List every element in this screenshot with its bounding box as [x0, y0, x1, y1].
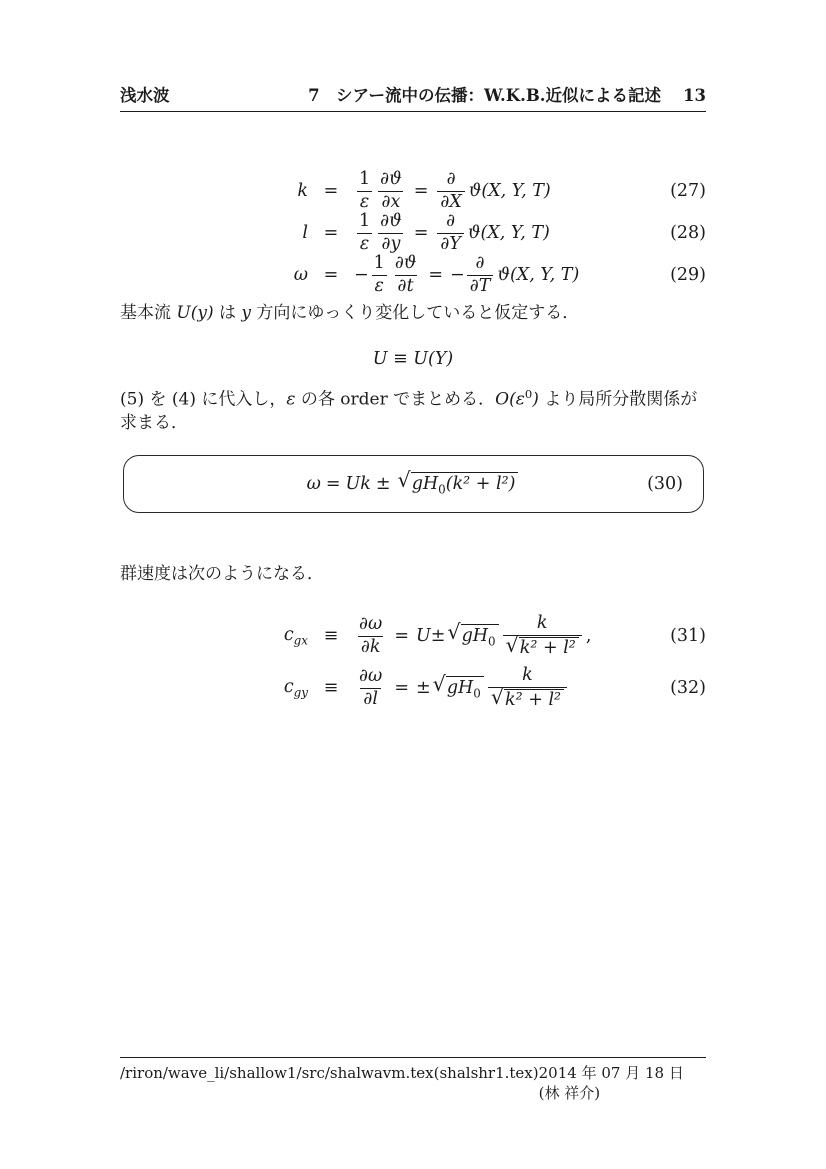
- fraction: k √ k² + l²: [503, 614, 582, 658]
- math-inline: U(y): [176, 303, 214, 323]
- fraction: k √ k² + l²: [488, 666, 567, 710]
- paragraph-group-velocity: 群速度は次のようになる．: [120, 564, 324, 584]
- eq29-lhs: ω: [293, 265, 308, 285]
- subscript: 0: [488, 634, 496, 649]
- eq31-lhs: $c_{gx}$: [283, 624, 308, 648]
- page-header: [120, 86, 706, 112]
- eq31-rhs: $\frac{\partial\omega}{\partial k}$ = U ± √ $gH_0$ k √ k² + l² ,: [354, 614, 591, 658]
- page-footer: [120, 1057, 706, 1103]
- header-right-group: [308, 86, 706, 106]
- superscript: 0: [524, 387, 533, 401]
- eq29-rhs: − $\frac{1}{\varepsilon}$ $\frac{\partial ϑ}{\partial t}$ = − $\frac{\partial}{\partial T}$ ϑ(X, Y, T): [354, 252, 580, 296]
- math-inline: O(ε: [495, 389, 525, 410]
- subscript: gy: [293, 685, 308, 700]
- section-title: 7 シアー流中の伝播：W.K.B.近似による記述: [308, 86, 662, 105]
- equation-32: [120, 662, 706, 714]
- equation-number: (28): [670, 223, 706, 243]
- eq32-rhs: $\frac{\partial\omega}{\partial l}$ = ± √ $gH_0$ k √ k² + l²: [354, 666, 571, 710]
- square-root: √ $gH_0$: [433, 676, 484, 701]
- fraction: $\frac{\partial ϑ}{\partial t}$: [394, 252, 417, 296]
- fraction: $\frac{\partial}{\partial Y}$: [437, 212, 464, 254]
- equation-29: [120, 254, 706, 296]
- equation-30: ω = Uk ± √ $gH_0(k^2 + l^2)$: [307, 472, 521, 497]
- paragraph-base-flow: 基本流 U(y) は y 方向にゆっくり変化していると仮定する．: [120, 303, 580, 323]
- fraction: $\frac{\partial\omega}{\partial k}$: [359, 613, 383, 657]
- page-number: 13: [683, 86, 706, 105]
- equation-27: [120, 170, 706, 212]
- equation-number: (32): [670, 678, 706, 698]
- eq27-rhs: $\frac{1}{\varepsilon}$ $\frac{\partial ϑ}{\partial x}$ = $\frac{\partial}{\partial X}$ ϑ(X, Y, T): [354, 170, 551, 212]
- fraction: $\frac{1}{\varepsilon}$: [356, 170, 373, 212]
- doc-title: 浅水波: [120, 86, 170, 105]
- square-root: √ $gH_0(k^2 + l^2)$: [398, 472, 519, 497]
- footer-date-author: 2014 年 07 月 18 日 (林 祥介): [538, 1064, 684, 1102]
- fraction: $\frac{\partial}{\partial X}$: [437, 170, 465, 212]
- equation-number: (31): [670, 626, 706, 646]
- equation-number: (27): [670, 181, 706, 201]
- equation-group-31-32: [120, 610, 706, 714]
- eq29-sign: −: [354, 265, 369, 285]
- eq28-rhs: $\frac{1}{\varepsilon}$ $\frac{\partial ϑ}{\partial y}$ = $\frac{\partial}{\partial Y}$ ϑ(X, Y, T): [354, 212, 550, 254]
- equation-31: [120, 610, 706, 662]
- displayed-equation-u: U ≡ U(Y): [372, 349, 454, 369]
- subscript: 0: [473, 686, 481, 701]
- radical-sign-icon: √: [397, 467, 411, 492]
- radical-sign-icon: √: [432, 671, 446, 696]
- subscript: gx: [293, 633, 308, 648]
- fraction: $\frac{\partial ϑ}{\partial x}$: [380, 168, 402, 212]
- eq32-lhs: $c_{gy}$: [283, 676, 308, 700]
- fraction: $\frac{\partial ϑ}{\partial y}$: [380, 210, 402, 254]
- fraction: $\frac{1}{\varepsilon}$: [371, 254, 388, 296]
- eq28-lhs: l: [302, 223, 308, 243]
- eq27-lhs: k: [297, 181, 308, 201]
- equation-number: (29): [670, 265, 706, 285]
- subscript: 0: [438, 482, 446, 497]
- equation-28: [120, 212, 706, 254]
- square-root: √ $gH_0$: [447, 624, 498, 649]
- source-path: /riron/wave_li/shallow1/src/shalwavm.tex(shalshr1.tex): [120, 1064, 539, 1082]
- eq32-relation: ≡: [323, 678, 339, 698]
- equation-number: (30): [647, 474, 683, 494]
- fraction: $\frac{1}{\varepsilon}$: [356, 212, 373, 254]
- math-inline: y: [241, 303, 252, 323]
- radical-sign-icon: √: [490, 684, 505, 709]
- math-inline: ε: [286, 389, 296, 410]
- dispersion-relation-box: [123, 455, 704, 513]
- fraction: $\frac{\partial\omega}{\partial l}$: [359, 665, 383, 709]
- eq27-relation: =: [323, 181, 339, 201]
- equation-group-27-29: [120, 170, 706, 296]
- paragraph-substitution: (5) を (4) に代入し，ε の各 order でまとめる．$O(\varepsilon^0)$ より局所分散関係が求まる．: [120, 387, 698, 433]
- radical-sign-icon: √: [447, 619, 461, 644]
- eq28-relation: =: [323, 223, 339, 243]
- eq29-relation: =: [323, 265, 339, 285]
- radical-sign-icon: √: [505, 632, 519, 657]
- fraction: $\frac{\partial}{\partial T}$: [467, 254, 494, 296]
- eq31-relation: ≡: [323, 626, 339, 646]
